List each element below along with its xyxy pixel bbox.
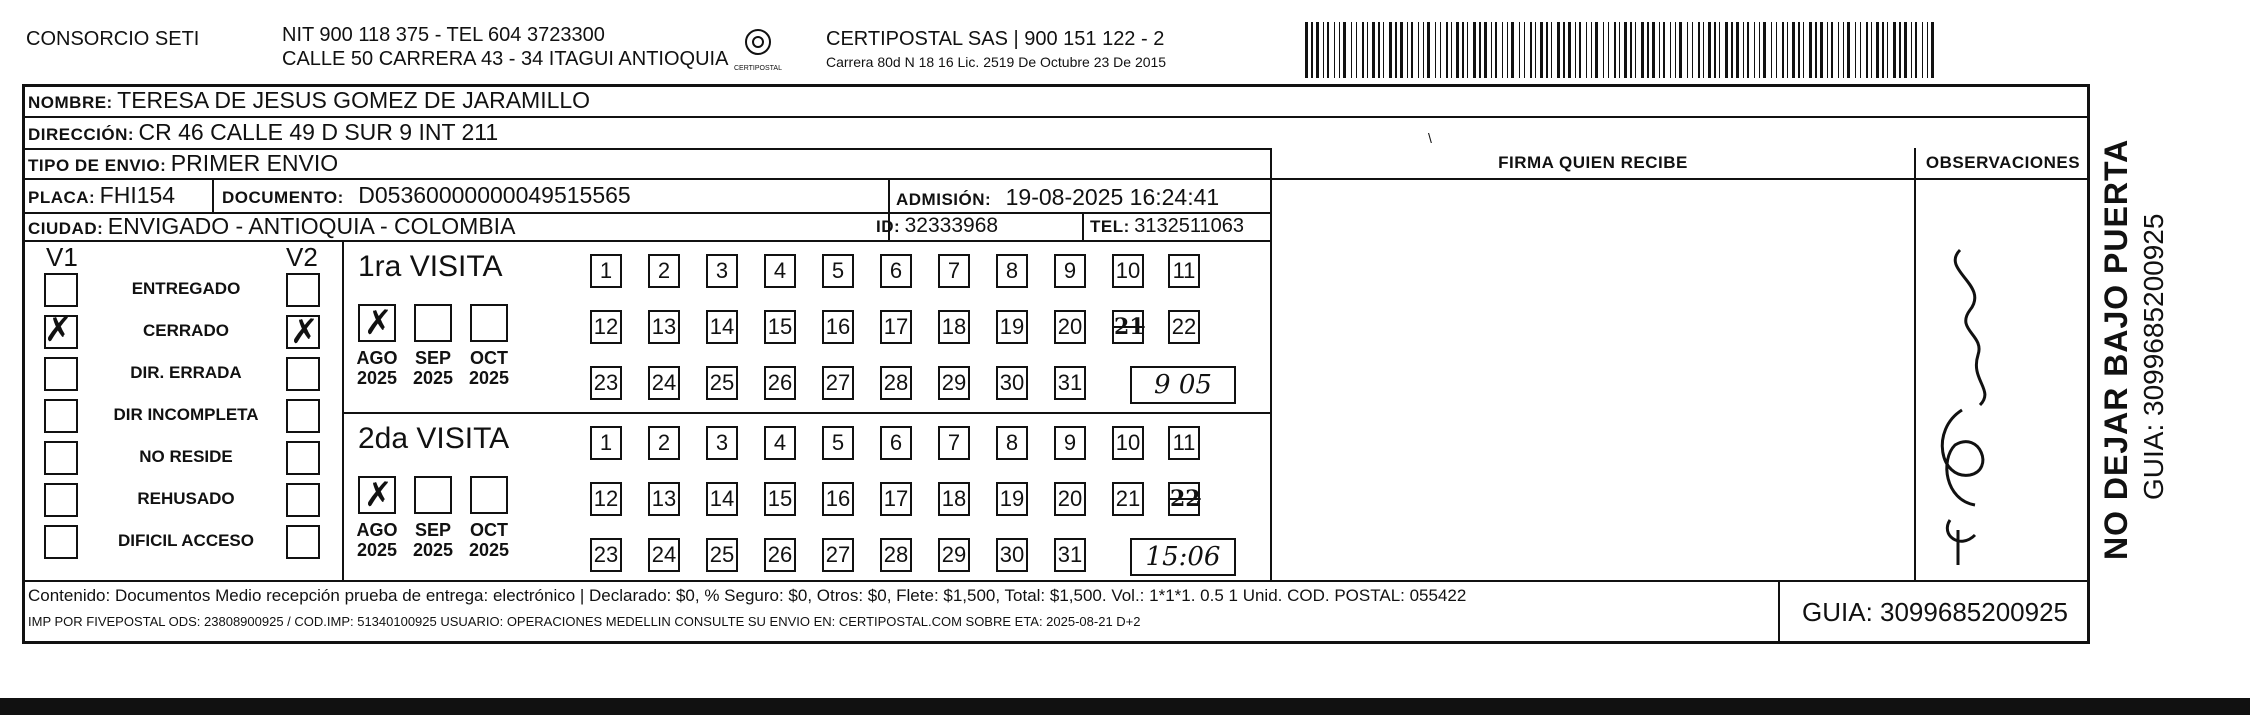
day-box[interactable]: 29 <box>938 538 970 572</box>
day-box[interactable]: 12 <box>590 310 622 344</box>
day-box[interactable]: 19 <box>996 482 1028 516</box>
day-box[interactable]: 25 <box>706 366 738 400</box>
status-option-label: DIR INCOMPLETA <box>113 405 259 424</box>
v1-checkbox[interactable] <box>44 525 78 559</box>
footer-line-1: Contenido: Documentos Medio recepción prueba de entrega: electrónico | Declarado: $0, % Seguro: $0, Otros: $0, Flete: $1,500, Total: $1,500. Vol.: 1*1*1. 0.5 1 Unid. COD. POSTAL: 055422 <box>28 586 1467 605</box>
nit-line-1: NIT 900 118 375 - TEL 604 3723300 <box>282 24 605 46</box>
day-box[interactable]: 31 <box>1054 538 1086 572</box>
v1-checkbox[interactable] <box>44 357 78 391</box>
status-option-label: REHUSADO <box>137 489 235 508</box>
day-box[interactable]: 27 <box>822 366 854 400</box>
placa-value: FHI154 <box>99 182 176 208</box>
day-box[interactable]: 21 <box>1112 482 1144 516</box>
day-box[interactable]: 30 <box>996 538 1028 572</box>
day-box[interactable]: 25 <box>706 538 738 572</box>
day-box[interactable]: 14 <box>706 482 738 516</box>
day-box[interactable]: 18 <box>938 310 970 344</box>
placa-label: PLACA: <box>28 188 96 207</box>
day-box[interactable]: 17 <box>880 310 912 344</box>
month-checkbox[interactable] <box>470 476 508 514</box>
check-mark-icon: ✗ <box>290 312 319 352</box>
status-option-label: DIR. ERRADA <box>130 363 242 382</box>
admision-label: ADMISIÓN: <box>896 190 992 209</box>
nombre-value: TERESA DE JESUS GOMEZ DE JARAMILLO <box>117 87 591 113</box>
day-box[interactable]: 20 <box>1054 482 1086 516</box>
day-box[interactable]: 13 <box>648 482 680 516</box>
guia-footer: GUIA: 3099685200925 <box>1802 597 2068 627</box>
day-box[interactable]: 9 <box>1054 254 1086 288</box>
day-box[interactable]: 22 <box>1168 310 1200 344</box>
company-name: CONSORCIO SETI <box>26 28 200 50</box>
visit-time[interactable]: 9 05 <box>1130 366 1236 404</box>
day-box[interactable]: 28 <box>880 538 912 572</box>
day-box[interactable]: 11 <box>1168 254 1200 288</box>
day-box[interactable]: 27 <box>822 538 854 572</box>
day-box[interactable]: 15 <box>764 310 796 344</box>
day-box[interactable]: 10 <box>1112 254 1144 288</box>
day-box[interactable]: 26 <box>764 538 796 572</box>
month-checkbox[interactable] <box>470 304 508 342</box>
day-box[interactable]: 14 <box>706 310 738 344</box>
check-mark-icon: ✗ <box>44 310 73 350</box>
day-box[interactable]: 2 <box>648 254 680 288</box>
day-box[interactable]: 16 <box>822 482 854 516</box>
ciudad-label: CIUDAD: <box>28 219 104 238</box>
day-box[interactable]: 10 <box>1112 426 1144 460</box>
v1-checkbox[interactable] <box>44 310 78 350</box>
v1-checkbox[interactable] <box>44 399 78 433</box>
month-label: OCT <box>470 348 508 368</box>
month-label: AGO <box>356 348 398 368</box>
certipostal-line-2: Carrera 80d N 18 16 Lic. 2519 De Octubre 23 De 2015 <box>826 54 1167 70</box>
v1-checkbox[interactable] <box>44 273 78 307</box>
month-label: SEP <box>414 348 452 368</box>
nit-line-2: CALLE 50 CARRERA 43 - 34 ITAGUI ANTIOQUIA <box>282 48 729 70</box>
no-dejar-label: NO DEJAR BAJO PUERTA <box>2098 138 2134 560</box>
year-label: 2025 <box>356 368 398 388</box>
v2-checkbox[interactable] <box>286 357 320 391</box>
day-box[interactable]: 26 <box>764 366 796 400</box>
footer-line-2: IMP POR FIVEPOSTAL ODS: 23808900925 / COD.IMP: 51340100925 USUARIO: OPERACIONES MEDELLIN CONSULTE SU ENVIO EN: CERTIPOSTAL.COM SOBRE ETA: 2025-08-21 D+2 <box>28 614 1141 629</box>
v1-label: V1 <box>46 242 78 272</box>
day-box[interactable]: 6 <box>880 254 912 288</box>
month-checkbox[interactable] <box>414 476 452 514</box>
status-option-label: DIFICIL ACCESO <box>117 531 254 550</box>
day-box[interactable]: 18 <box>938 482 970 516</box>
visit-title: 1ra VISITA <box>358 250 503 283</box>
v2-checkbox[interactable] <box>286 525 320 559</box>
scan-edge <box>0 698 2250 715</box>
day-box[interactable]: 13 <box>648 310 680 344</box>
barcode <box>1305 22 1935 78</box>
day-box[interactable]: 20 <box>1054 310 1086 344</box>
day-box[interactable]: 3 <box>706 254 738 288</box>
direccion-label: DIRECCIÓN: <box>28 125 135 144</box>
day-box[interactable]: 24 <box>648 538 680 572</box>
tipo-envio-value: PRIMER ENVIO <box>170 150 339 176</box>
day-box[interactable]: 7 <box>938 426 970 460</box>
day-box[interactable]: 30 <box>996 366 1028 400</box>
certipostal-line-1: CERTIPOSTAL SAS | 900 151 122 - 2 <box>826 28 1165 50</box>
admision-value: 19-08-2025 16:24:41 <box>1005 184 1220 210</box>
tel-label: TEL: <box>1090 217 1130 236</box>
day-box[interactable]: 4 <box>764 254 796 288</box>
v2-checkbox[interactable] <box>286 399 320 433</box>
day-box[interactable]: 21 <box>1112 310 1144 344</box>
day-box[interactable]: 1 <box>590 426 622 460</box>
day-box[interactable]: 15 <box>764 482 796 516</box>
observaciones-label: OBSERVACIONES <box>1925 153 2081 172</box>
svg-text:CERTIPOSTAL: CERTIPOSTAL <box>734 65 782 72</box>
day-box[interactable]: 17 <box>880 482 912 516</box>
day-box[interactable]: 23 <box>590 538 622 572</box>
check-mark-icon: ✗ <box>364 303 393 343</box>
year-label: 2025 <box>356 540 398 560</box>
id-label: ID: <box>876 217 901 236</box>
day-box[interactable]: 19 <box>996 310 1028 344</box>
v2-label: V2 <box>286 242 318 272</box>
month-checkbox[interactable] <box>414 304 452 342</box>
day-box[interactable]: 9 <box>1054 426 1086 460</box>
month-label: SEP <box>414 520 452 540</box>
documento-label: DOCUMENTO: <box>222 188 344 207</box>
visit-time[interactable]: 15:06 <box>1130 538 1236 576</box>
nombre-label: NOMBRE: <box>28 93 113 112</box>
ciudad-value: ENVIGADO - ANTIOQUIA - COLOMBIA <box>107 213 516 239</box>
day-box[interactable]: 1 <box>590 254 622 288</box>
year-label: 2025 <box>412 540 454 560</box>
check-mark-icon: ✗ <box>364 475 393 515</box>
day-box[interactable]: 11 <box>1168 426 1200 460</box>
status-option-label: NO RESIDE <box>139 447 233 466</box>
day-box[interactable]: 3 <box>706 426 738 460</box>
day-box[interactable]: 12 <box>590 482 622 516</box>
month-label: AGO <box>356 520 398 540</box>
day-box[interactable]: 28 <box>880 366 912 400</box>
certipostal-logo <box>728 26 788 76</box>
day-box[interactable]: 31 <box>1054 366 1086 400</box>
day-box[interactable]: 24 <box>648 366 680 400</box>
year-label: 2025 <box>468 368 510 388</box>
day-box[interactable]: 6 <box>880 426 912 460</box>
day-box[interactable]: 22 <box>1168 482 1200 516</box>
firma-label: FIRMA QUIEN RECIBE <box>1498 153 1688 172</box>
v2-checkbox[interactable] <box>286 441 320 475</box>
visit-title: 2da VISITA <box>358 422 510 455</box>
tipo-envio-label: TIPO DE ENVIO: <box>28 156 167 175</box>
v1-checkbox[interactable] <box>44 441 78 475</box>
status-option-label: CERRADO <box>143 321 229 340</box>
v2-checkbox[interactable] <box>286 312 320 352</box>
day-box[interactable]: 2 <box>648 426 680 460</box>
day-box[interactable]: 7 <box>938 254 970 288</box>
id-value: 32333968 <box>904 214 999 237</box>
day-box[interactable]: 8 <box>996 254 1028 288</box>
signature <box>1900 230 2040 570</box>
month-checkbox[interactable] <box>358 476 396 514</box>
day-box[interactable]: 29 <box>938 366 970 400</box>
month-label: OCT <box>470 520 508 540</box>
day-box[interactable]: 4 <box>764 426 796 460</box>
direccion-value: CR 46 CALLE 49 D SUR 9 INT 211 <box>138 119 499 145</box>
documento-value: D05360000000049515565 <box>358 182 631 208</box>
side-guia: GUIA: 3099685200925 <box>2138 213 2169 500</box>
status-option-label: ENTREGADO <box>131 279 241 298</box>
month-checkbox[interactable] <box>358 304 396 342</box>
v1-checkbox[interactable] <box>44 483 78 517</box>
day-box[interactable]: 5 <box>822 426 854 460</box>
tel-value: 3132511063 <box>1134 215 1244 237</box>
v2-checkbox[interactable] <box>286 483 320 517</box>
day-box[interactable]: 5 <box>822 254 854 288</box>
year-label: 2025 <box>412 368 454 388</box>
year-label: 2025 <box>468 540 510 560</box>
day-box[interactable]: 23 <box>590 366 622 400</box>
day-box[interactable]: 8 <box>996 426 1028 460</box>
v2-checkbox[interactable] <box>286 273 320 307</box>
day-box[interactable]: 16 <box>822 310 854 344</box>
